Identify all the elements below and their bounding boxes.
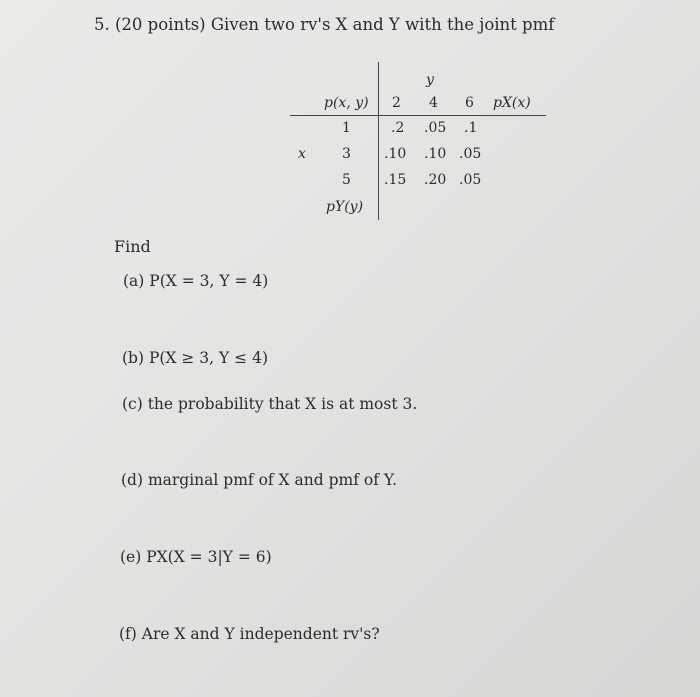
problem-title (94, 15, 554, 34)
find-heading: Find (114, 237, 151, 256)
part-d: (d) marginal pmf of X and pmf of Y. (121, 471, 398, 489)
part-a: (a) P(X = 3, Y = 4) (123, 272, 269, 290)
part-c: (c) the probability that X is at most 3. (122, 395, 418, 413)
py-row-label: pY(y) (326, 199, 364, 215)
table-vertical-rule (378, 62, 379, 220)
table-cell: .05 (459, 172, 482, 188)
table-cell: .05 (459, 146, 482, 162)
part-e: (e) PX(X = 3|Y = 6) (120, 548, 272, 566)
corner-label: p(x, y) (324, 95, 369, 111)
x-value: 1 (342, 120, 351, 136)
y-value-header: 2 (392, 95, 401, 111)
y-value-header: 4 (429, 95, 438, 111)
table-horizontal-rule (290, 115, 546, 116)
y-variable-label: y (426, 72, 434, 88)
px-header: pX(x) (493, 95, 531, 111)
x-value: 3 (342, 146, 351, 162)
table-cell: .1 (464, 120, 478, 136)
table-cell: .20 (424, 172, 447, 188)
x-variable-label: x (298, 146, 306, 162)
part-b: (b) P(X ≥ 3, Y ≤ 4) (122, 349, 268, 367)
table-cell: .05 (424, 120, 447, 136)
problem-title-text: (20 points) Given two rv's X and Y with the joint pmf (115, 15, 555, 34)
table-cell: .2 (391, 120, 405, 136)
table-cell: .15 (384, 172, 407, 188)
table-cell: .10 (384, 146, 407, 162)
table-cell: .10 (424, 146, 447, 162)
y-value-header: 6 (465, 95, 474, 111)
part-f: (f) Are X and Y independent rv's? (119, 625, 380, 643)
x-value: 5 (342, 172, 351, 188)
problem-number: 5. (94, 15, 110, 34)
